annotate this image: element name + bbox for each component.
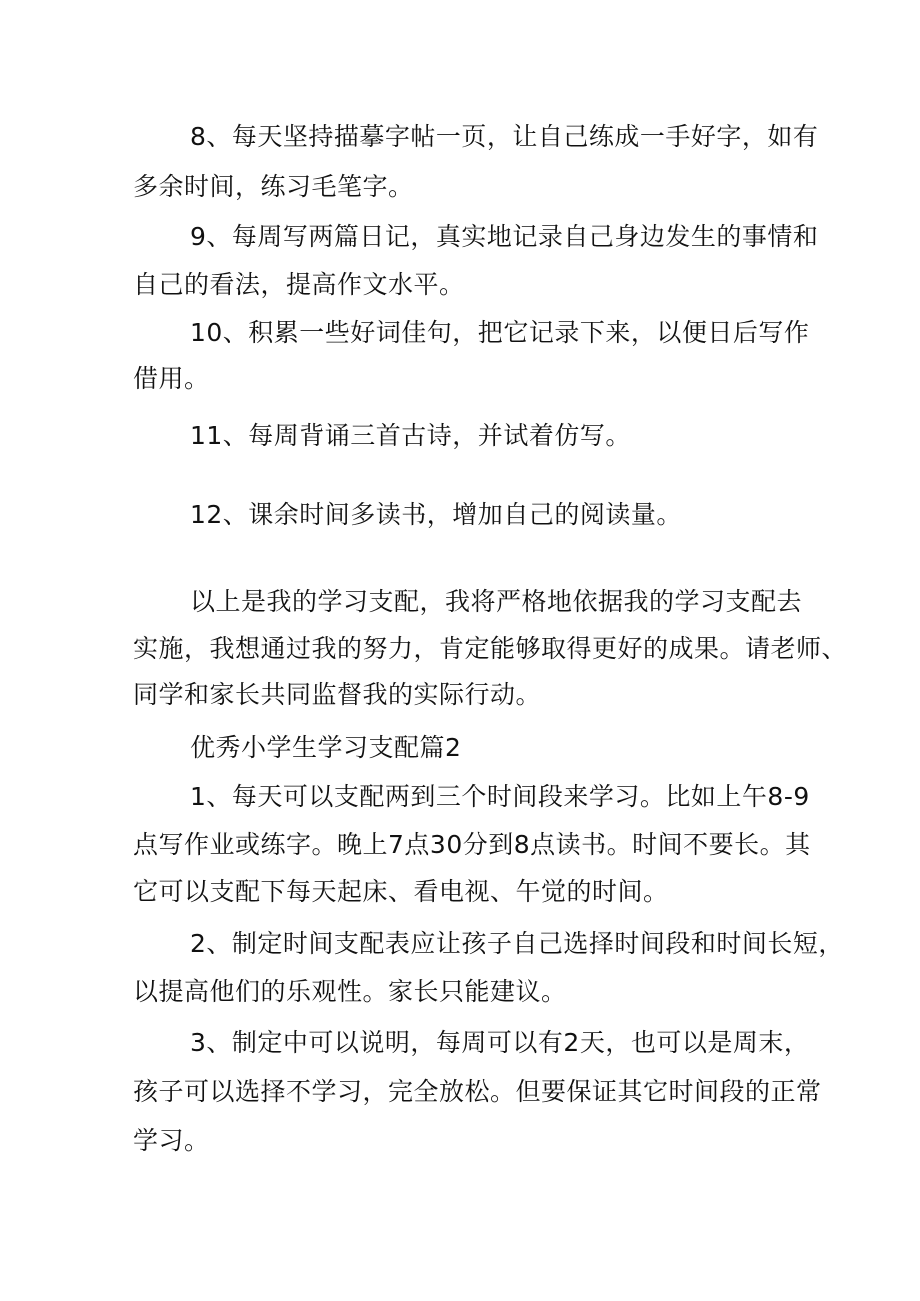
text-line: 多余时间，练习毛笔字。 — [133, 172, 414, 201]
text-line: 以上是我的学习支配，我将严格地依据我的学习支配去 — [190, 587, 803, 616]
text-line: 10、积累一些好词佳句，把它记录下来，以便日后写作 — [190, 318, 810, 347]
text-line: 它可以支配下每天起床、看电视、午觉的时间。 — [133, 877, 669, 906]
text-line: 自己的看法，提高作文水平。 — [133, 270, 465, 299]
text-line: 实施，我想通过我的努力，肯定能够取得更好的成果。请老师、 — [133, 634, 848, 663]
text-line: 3、制定中可以说明，每周可以有2天，也可以是周末， — [190, 1028, 810, 1057]
text-line: 点写作业或练字。晚上7点30分到8点读书。时间不要长。其 — [133, 830, 811, 859]
text-line: 11、每周背诵三首古诗，并试着仿写。 — [190, 421, 631, 450]
text-line: 同学和家长共同监督我的实际行动。 — [133, 680, 542, 709]
text-line: 借用。 — [133, 364, 210, 393]
section-heading: 优秀小学生学习支配篇2 — [190, 733, 462, 762]
text-line: 12、课余时间多读书，增加自己的阅读量。 — [190, 500, 682, 529]
text-line: 学习。 — [133, 1126, 210, 1155]
text-line: 9、每周写两篇日记，真实地记录自己身边发生的事情和 — [190, 222, 819, 251]
text-line: 孩子可以选择不学习，完全放松。但要保证其它时间段的正常 — [133, 1077, 822, 1106]
text-line: 8、每天坚持描摹字帖一页，让自己练成一手好字，如有 — [190, 122, 819, 151]
text-line: 1、每天可以支配两到三个时间段来学习。比如上午8-9 — [190, 782, 810, 811]
text-line: 以提高他们的乐观性。家长只能建议。 — [133, 977, 567, 1006]
text-line: 2、制定时间支配表应让孩子自己选择时间段和时间长短， — [190, 929, 844, 958]
